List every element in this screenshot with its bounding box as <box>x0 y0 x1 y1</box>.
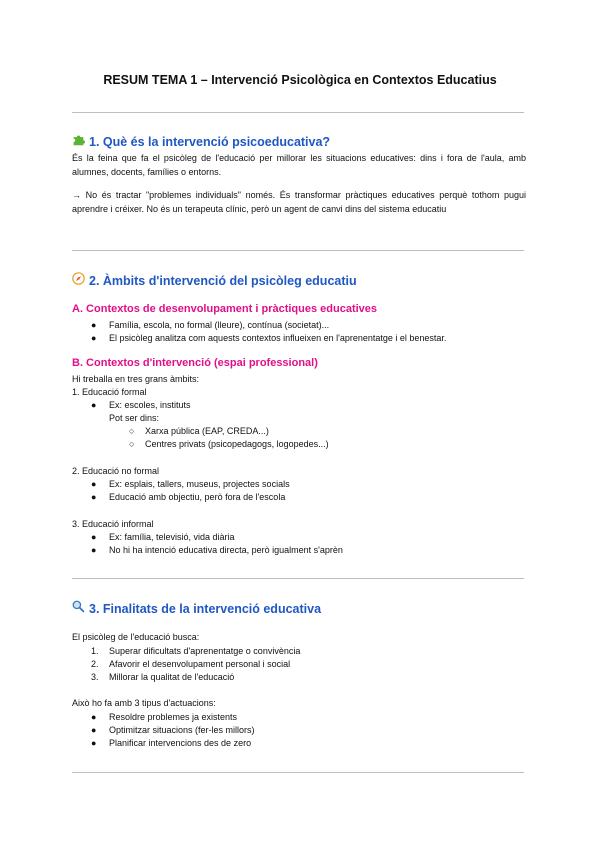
section-3-actions-intro: Això ho fa amb 3 tipus d'actuacions: <box>72 698 216 708</box>
list-item-text: Afavorir el desenvolupament personal i social <box>109 659 291 669</box>
list-item <box>91 531 235 543</box>
number-marker: 2. <box>91 659 99 669</box>
divider <box>72 578 524 579</box>
circle-bullet-icon: ○ <box>129 439 135 449</box>
magnifier-icon <box>72 600 85 616</box>
list-item <box>91 478 290 490</box>
section-3-intro: El psicòleg de l'educació busca: <box>72 632 200 642</box>
divider <box>72 250 524 251</box>
section-1-heading <box>72 133 330 149</box>
list-item <box>91 724 255 736</box>
list-item <box>91 737 252 749</box>
list-item-text: El psicòleg analitza com aquests contextos influeixen en l'aprenentatge i el benestar. <box>109 333 447 343</box>
bullet-icon: ● <box>91 479 97 489</box>
list-item-text: Ex: esplais, tallers, museus, projectes socials <box>109 479 290 489</box>
list-item <box>91 491 286 503</box>
bullet-icon: ● <box>91 492 97 502</box>
list-item-text: Xarxa pública (EAP, CREDA...) <box>145 426 269 436</box>
section-3-title: 3. Finalitats de la intervenció educativa <box>89 602 322 616</box>
section-1-paragraph-2: → No és tractar "problemes individuals" només. És transformar pràctiques educatives perquè tothom pugui aprendre i créixer. No és un terapeuta clínic, però un agent de canvi dins del sistema educatiu <box>72 190 526 214</box>
list-item-text: Resoldre problemes ja existents <box>109 712 238 722</box>
list-item-text: Centres privats (psicopedagogs, logopedes...) <box>145 439 329 449</box>
bullet-icon: ● <box>91 725 97 735</box>
formal-sub-label: Pot ser dins: <box>109 413 160 423</box>
bullet-icon: ● <box>91 320 97 330</box>
list-item-text: Educació amb objectiu, però fora de l'escola <box>109 492 286 502</box>
subsection-a-heading: A. Contextos de desenvolupament i pràctiques educatives <box>72 303 378 315</box>
circle-bullet-icon: ○ <box>129 426 135 436</box>
list-item-text: Optimitzar situacions (fer-les millors) <box>109 725 255 735</box>
divider <box>72 772 524 773</box>
list-item <box>91 399 191 411</box>
bullet-icon: ● <box>91 738 97 748</box>
list-item-text: Millorar la qualitat de l'educació <box>109 672 235 682</box>
numbered-item <box>91 671 235 683</box>
section-1-paragraph-1: És la feina que fa el psicòleg de l'educació per millorar les situacions educatives: dins i fora de l'aula, amb alumnes, docents, famílies o entorns. <box>72 153 526 177</box>
sub-list-item <box>129 425 269 437</box>
sub-list-item <box>129 438 329 450</box>
numbered-item <box>91 645 301 657</box>
section-3-heading <box>72 600 321 616</box>
bullet-icon: ● <box>91 333 97 343</box>
list-item-text: Ex: escoles, instituts <box>109 400 191 410</box>
section-2-title: 2. Àmbits d'intervenció del psicòleg educatiu <box>89 274 357 288</box>
formal-label: 1. Educació formal <box>72 387 147 397</box>
number-marker: 3. <box>91 672 99 682</box>
bullet-icon: ● <box>91 545 97 555</box>
divider <box>72 112 524 113</box>
number-marker: 1. <box>91 646 99 656</box>
list-item-text: Ex: família, televisió, vida diària <box>109 532 235 542</box>
bullet-icon: ● <box>91 532 97 542</box>
noformal-label: 2. Educació no formal <box>72 466 160 476</box>
list-item <box>91 544 343 556</box>
compass-icon <box>72 272 85 288</box>
list-item <box>91 711 238 723</box>
list-item-text: Superar dificultats d'aprenentatge o convivència <box>109 646 301 656</box>
document-title: RESUM TEMA 1 – Intervenció Psicològica en Contextos Educatius <box>103 73 497 87</box>
list-item-text: No hi ha intenció educativa directa, però igualment s'aprèn <box>109 545 343 555</box>
subsection-b-heading: B. Contextos d'intervenció (espai professional) <box>72 357 318 369</box>
section-1-title: 1. Què és la intervenció psicoeducativa? <box>89 135 331 149</box>
list-item <box>91 319 330 331</box>
list-item-text: Família, escola, no formal (lleure), contínua (societat)... <box>109 320 330 330</box>
informal-label: 3. Educació informal <box>72 519 154 529</box>
list-item <box>91 332 447 344</box>
section-2-heading <box>72 272 357 288</box>
bullet-icon: ● <box>91 400 97 410</box>
bullet-icon: ● <box>91 712 97 722</box>
subsection-b-intro: Hi treballa en tres grans àmbits: <box>72 374 200 384</box>
list-item-text: Planificar intervencions des de zero <box>109 738 252 748</box>
numbered-item <box>91 658 291 670</box>
puzzle-icon <box>72 133 85 149</box>
